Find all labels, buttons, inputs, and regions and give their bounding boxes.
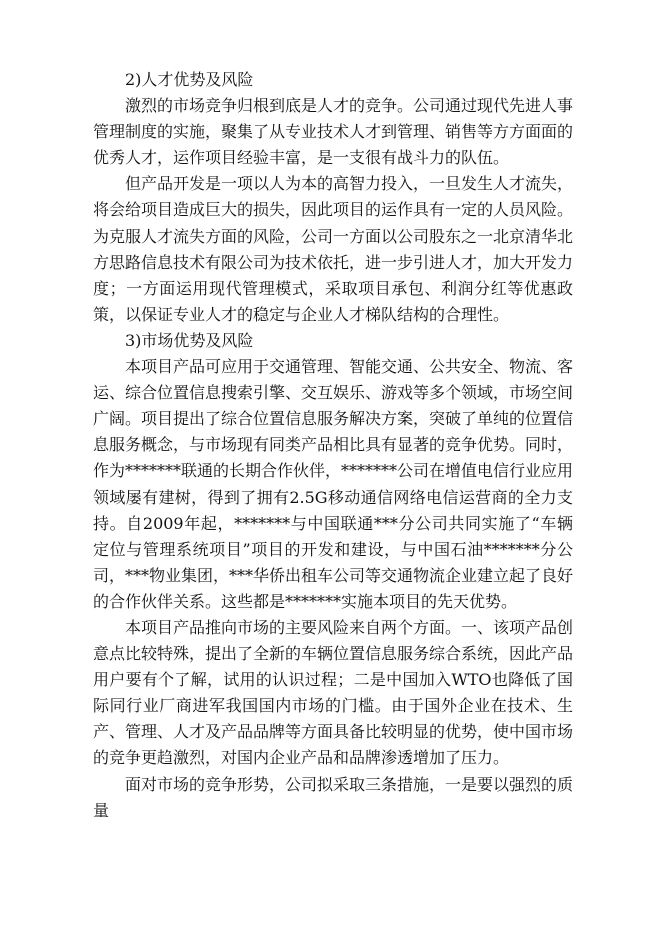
paragraph-talent-risk: 但产品开发是一项以人为本的高智力投入，一旦发生人才流失，将会给项目造成巨大的损失，因此项目的运作具有一定的人员风险。为克服人才流失方面的风险，公司一方面以公司股东之一北京清华北方思路信息技术有限公司为技术依托，进一步引进人才，加大开发力度；一方面运用现代管理模式，采取项目承包、利润分红等优惠政策，以保证专业人才的稳定与企业人才梯队结构的合理性。 [93,174,574,324]
paragraph-market-risk: 本项目产品推向市场的主要风险来自两个方面。一、该项产品创意点比较特殊，提出了全新的车辆位置信息服务综合系统，因此产品用户要有个了解，试用的认识过程；二是中国加入WTO也降低了国际同行业厂商进军我国国内市场的门槛。由于国外企业在技术、生产、管理、人才及产品品牌等方面具备比较明显的优势，使中国市场的竞争更趋激烈，对国内企业产品和品牌渗透增加了压力。 [93,617,574,768]
paragraph-talent-competition: 激烈的市场竞争归根到底是人才的竞争。公司通过现代先进人事管理制度的实施，聚集了从专业技术人才到管理、销售等方方面面的优秀人才，运作项目经验丰富，是一支很有战斗力的队伍。 [93,96,574,168]
section-heading-talent: 2)人才优势及风险 [125,70,254,89]
document-body [93,67,573,824]
section-heading-market: 3)市场优势及风险 [125,330,254,350]
paragraph-market-measures: 面对市场的竞争形势，公司拟采取三条措施，一是要以强烈的质量 [93,774,574,820]
paragraph-market-advantage: 本项目产品可应用于交通管理、智能交通、公共安全、物流、客运、综合位置信息搜索引擎、交互娱乐、游戏等多个领域，市场空间广阔。项目提出了综合位置信息服务解决方案，突破了单纯的位置信息服务概念，与市场现有同类产品相比具有显著的竞争优势。同时，作为*******联通的长期合作伙伴，*******公司在增值电信行业应用领域屡有建树，得到了拥有2.5G移动通信网络电信运营商的全力支持。自2009年起，*******与中国联通***分公司共同实施了“车辆定位与管理系统项目”项目的开发和建设，与中国石油*******分公司，***物业集团，***华侨出租车公司等交通物流企业建立起了良好的合作伙伴关系。这些都是*******实施本项目的先天优势。 [93,357,574,611]
